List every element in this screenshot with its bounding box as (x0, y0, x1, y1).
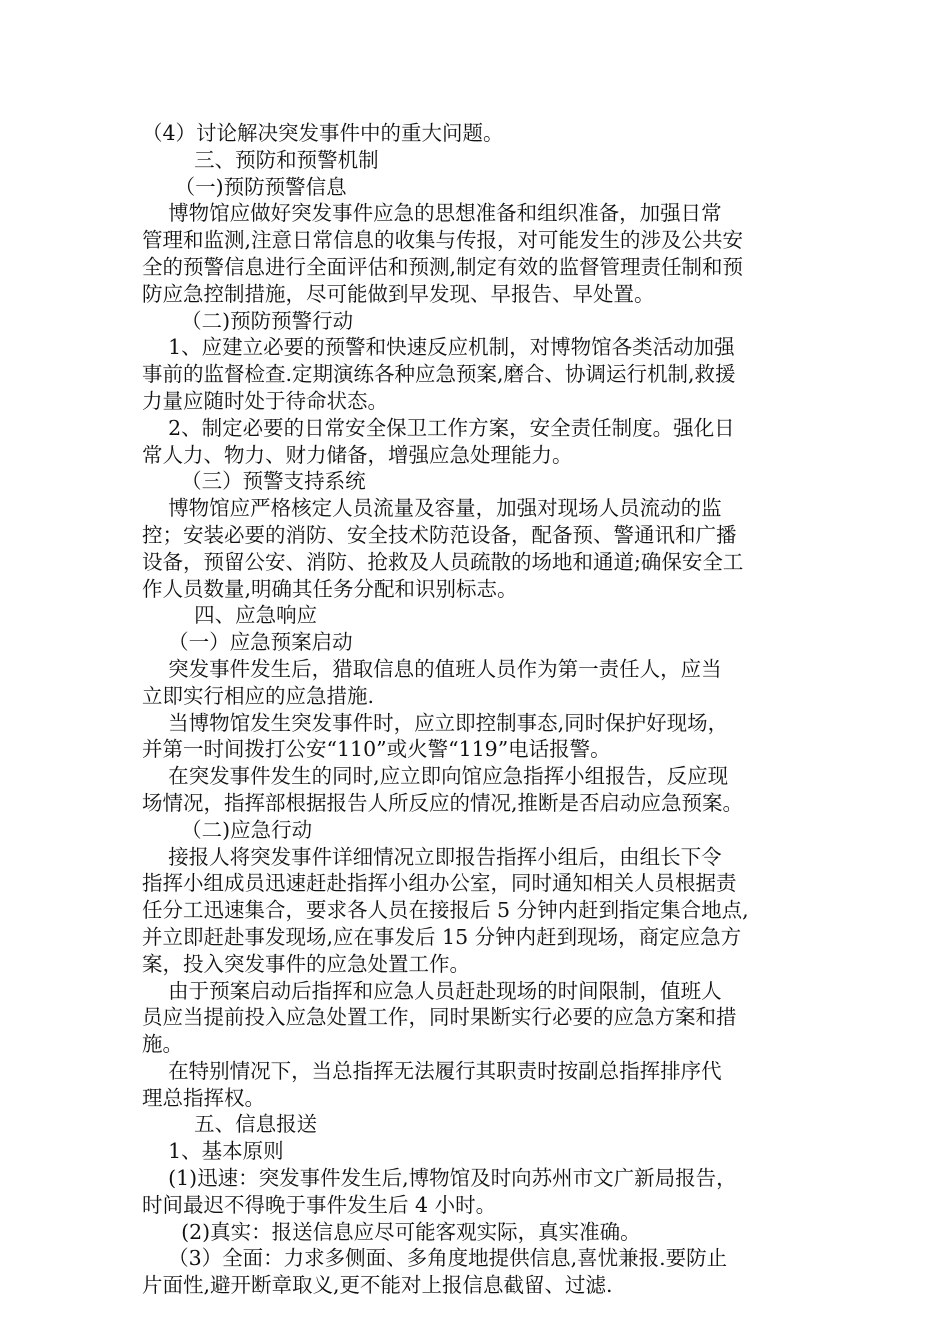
paragraph-line: (1)迅速：突发事件发生后,博物馆及时向苏州市文广新局报告， (142, 1166, 737, 1191)
paragraph-line: 在特别情况下，当总指挥无法履行其职责时按副总指挥排序代 (142, 1058, 722, 1083)
paragraph-line: 指挥小组成员迅速赶赴指挥小组办公室，同时通知相关人员根据责 (142, 871, 737, 896)
paragraph-line: 在突发事件发生的同时,应立即向馆应急指挥小组报告，反应现 (142, 764, 729, 789)
paragraph-line: 片面性,避开断章取义,更不能对上报信息截留、过滤. (142, 1273, 613, 1298)
subheading-4-1: （一）应急预案启动 (142, 630, 353, 655)
paragraph-line: 1、应建立必要的预警和快速反应机制，对博物馆各类活动加强 (142, 335, 735, 360)
paragraph-line: 2、制定必要的日常安全保卫工作方案，安全责任制度。强化日 (142, 415, 735, 440)
paragraph-line: 并立即赶赴事发现场,应在事发后 15 分钟内赶到现场，商定应急方 (142, 924, 742, 949)
section-heading-4: 四、应急响应 (142, 603, 318, 628)
paragraph-line: 全的预警信息进行全面评估和预测,制定有效的监督管理责任制和预 (142, 254, 744, 279)
paragraph-line: 接报人将突发事件详细情况立即报告指挥小组后，由组长下令 (142, 844, 722, 869)
paragraph-line: （3）全面：力求多侧面、多角度地提供信息,喜忧兼报.要防止 (142, 1246, 728, 1271)
subheading-3-3: （三）预警支持系统 (142, 469, 366, 494)
paragraph-line: 博物馆应做好突发事件应急的思想准备和组织准备，加强日常 (142, 201, 722, 226)
paragraph-line: 防应急控制措施，尽可能做到早发现、早报告、早处置。 (142, 281, 655, 306)
subheading-3-1: （一)预防预警信息 (142, 174, 347, 199)
paragraph-line: 员应当提前投入应急处置工作，同时果断实行必要的应急方案和措 (142, 1005, 737, 1030)
paragraph-line: 当博物馆发生突发事件时，应立即控制事态,同时保护好现场， (142, 710, 729, 735)
paragraph-line: 任分工迅速集合，要求各人员在接报后 5 分钟内赶到指定集合地点, (142, 898, 749, 923)
paragraph-line: 设备，预留公安、消防、抢救及人员疏散的场地和通道;确保安全工 (142, 549, 744, 574)
paragraph-line: 常人力、物力、财力储备，增强应急处理能力。 (142, 442, 573, 467)
paragraph-line: (2)真实：报送信息应尽可能客观实际，真实准确。 (142, 1219, 641, 1244)
paragraph-line: 时间最迟不得晚于事件发生后 4 小时。 (142, 1192, 497, 1217)
subheading-4-2: （二)应急行动 (142, 817, 313, 842)
paragraph-line: 管理和监测,注意日常信息的收集与传报，对可能发生的涉及公共安 (142, 228, 744, 253)
paragraph-line: 由于预案启动后指挥和应急人员赶赴现场的时间限制，值班人 (142, 978, 722, 1003)
paragraph-line: 控；安装必要的消防、安全技术防范设备，配备预、警通讯和广播 (142, 522, 737, 547)
paragraph-line: 博物馆应严格核定人员流量及容量，加强对现场人员流动的监 (142, 496, 722, 521)
paragraph-line: 场情况，指挥部根据报告人所反应的情况,推断是否启动应急预案。 (142, 790, 744, 815)
list-item-4: （4）讨论解决突发事件中的重大问题。 (142, 121, 504, 145)
paragraph-line: 理总指挥权。 (142, 1085, 265, 1110)
section-heading-3: 三、预防和预警机制 (142, 147, 379, 172)
paragraph-line: 立即实行相应的应急措施. (142, 683, 375, 708)
subheading-3-2: （二)预防预警行动 (142, 308, 354, 333)
paragraph-line: 案，投入突发事件的应急处置工作。 (142, 951, 470, 976)
section-heading-5: 五、信息报送 (142, 1112, 318, 1137)
document-body (142, 120, 824, 1299)
paragraph-line: 作人员数量,明确其任务分配和识别标志。 (142, 576, 518, 601)
paragraph-line: 力量应随时处于待命状态。 (142, 388, 388, 413)
paragraph-line: 施。 (142, 1032, 183, 1057)
subheading-5-1: 1、基本原则 (142, 1139, 284, 1164)
paragraph-line: 突发事件发生后，猎取信息的值班人员作为第一责任人，应当 (142, 656, 722, 681)
paragraph-line: 并第一时间拨打公安“110”或火警“119”电话报警。 (142, 737, 611, 762)
paragraph-line: 事前的监督检查.定期演练各种应急预案,磨合、协调运行机制,救援 (142, 362, 736, 387)
